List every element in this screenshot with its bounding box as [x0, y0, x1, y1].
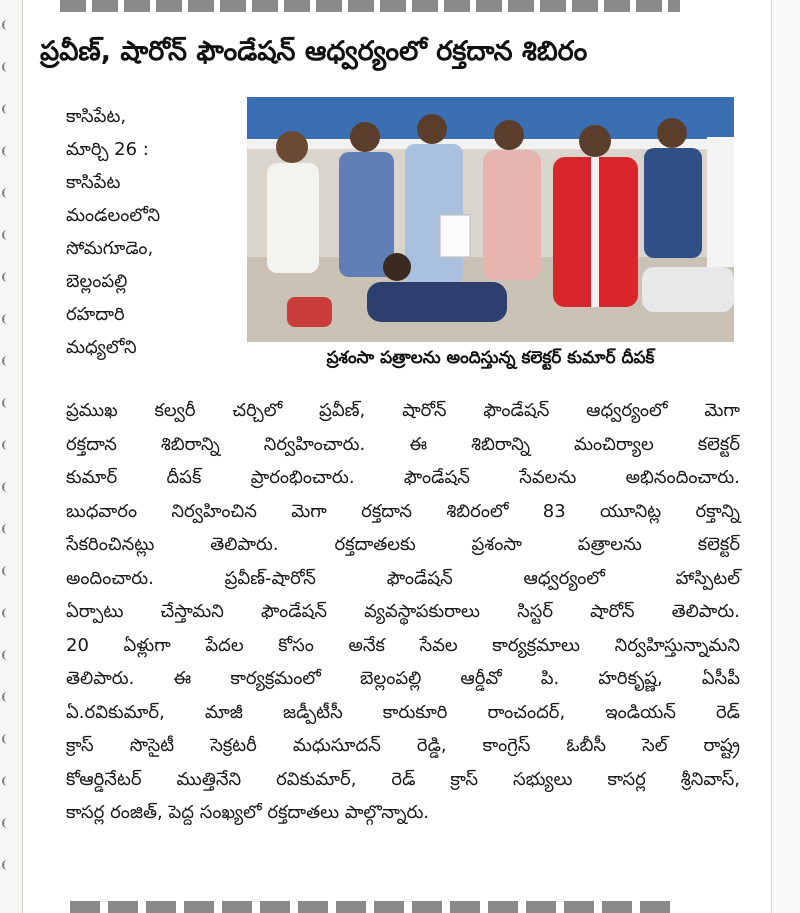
body-line: క్రాస్ సొసైటీ సెక్రటరీ మధుసూదన్ రెడ్డి, కాంగ్రెస్ ఓబీసీ సెల్ రాష్ట్ర — [66, 735, 740, 756]
dateline-line: కాసిపేట, — [66, 106, 127, 127]
body-line: ఏ.రవికుమార్, మాజీ జడ్పీటీసీ కారుకూరి రాంచందర్, ఇండియన్ రెడ్ — [66, 701, 740, 723]
article-body — [66, 394, 740, 830]
body-line: బుధవారం నిర్వహించిన మెగా రక్తదాన శిబిరంలో 83 యూనిట్ల రక్తాన్ని — [66, 500, 740, 522]
body-line: ప్రముఖ కల్వరీ చర్చిలో ప్రవీణ్, షారోన్ ఫౌండేషన్ ఆధ్వర్యంలో మెగా — [66, 400, 740, 421]
left-column-edge — [0, 0, 23, 913]
body-line: కోఆర్డినేటర్ ముత్తినేని రవికుమార్, రెడ్ క్రాస్ సభ్యులు కాసర్ల శ్రీనివాస్, — [66, 768, 740, 790]
dateline-line: కాసిపేట — [66, 172, 121, 193]
dateline-line: రహదారి — [66, 304, 125, 325]
body-line: కుమార్ దీపక్ ప్రారంభించారు. ఫౌండేషన్ సేవలను అభినందించారు. — [66, 467, 740, 488]
photo-caption: ప్రశంసా పత్రాలను అందిస్తున్న కలెక్టర్ కుమార్ దీపక్ — [326, 348, 655, 368]
body-line: 20 ఏళ్లుగా పేదల కోసం అనేక సేవల కార్యక్రమాలు నిర్వహిస్తున్నామని — [66, 634, 740, 656]
dateline-line: సోమగూడెం, — [66, 238, 154, 259]
dateline-line: మధ్యలోని — [66, 337, 137, 358]
dateline-line: బెల్లంపల్లి — [66, 271, 128, 292]
body-line: కాసర్ల రంజిత్, పెద్ద సంఖ్యలో రక్తదాతలు పాల్గొన్నారు. — [66, 802, 430, 823]
dateline-block — [66, 100, 236, 364]
body-line: సేకరించినట్లు తెలిపారు. రక్తదాతలకు ప్రశంసా పత్రాలను కలెక్టర్ — [66, 534, 740, 555]
dateline-line: మార్చి 26 : — [66, 139, 149, 160]
body-line: ఏర్పాటు చేస్తామని ఫౌండేషన్ వ్యవస్థాపకురాలు సిస్టర్ షారోన్ తెలిపారు. — [66, 601, 740, 622]
news-photo — [247, 97, 734, 342]
top-cut-text-strip — [60, 0, 680, 12]
article-headline: ప్రవీణ్, షారోన్ ఫౌండేషన్ ఆధ్వర్యంలో రక్తదాన శిబిరం — [40, 36, 588, 67]
body-line: తెలిపారు. ఈ కార్యక్రమంలో బెల్లంపల్లి ఆర్డీవో పి. హరికృష్ణ, ఏసీపీ — [66, 668, 740, 689]
right-column-edge — [771, 0, 800, 913]
bottom-cut-text-strip — [70, 901, 670, 913]
body-line: అందించారు. ప్రవీణ్-షారోన్ ఫౌండేషన్ ఆధ్వర్యంలో హాస్పిటల్ — [66, 567, 740, 589]
body-line: రక్తదాన శిబిరాన్ని నిర్వహించారు. ఈ శిబిరాన్ని మంచిర్యాల కలెక్టర్ — [66, 433, 740, 455]
dateline-line: మండలంలోని — [66, 205, 161, 226]
